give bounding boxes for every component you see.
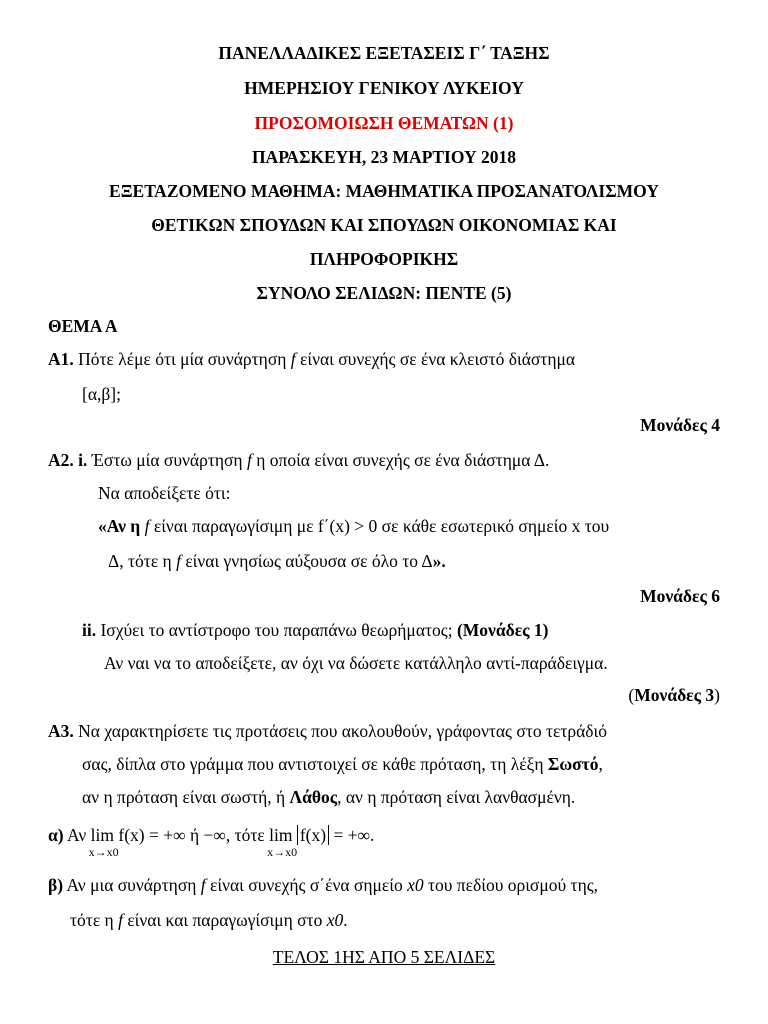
question-a1: Α1. Πότε λέμε ότι μία συνάρτηση f είναι συνεχής σε ένα κλειστό διάστημα (48, 349, 576, 369)
question-a2-prove: Να αποδείξετε ότι: (98, 483, 231, 503)
points-a2-ii: (Μονάδες 3) (628, 685, 720, 705)
limit-2: lim x→x0 (267, 825, 298, 859)
header-line-6: ΘΕΤΙΚΩΝ ΣΠΟΥΔΩΝ ΚΑΙ ΣΠΟΥΔΩΝ ΟΙΚΟΝΟΜΙΑΣ ΚΑΙ (151, 215, 617, 235)
header-line-8: ΣΥΝΟΛΟ ΣΕΛΙΔΩΝ: ΠΕΝΤΕ (5) (256, 283, 512, 303)
header-line-2: ΗΜΕΡΗΣΙΟΥ ΓΕΝΙΚΟΥ ΛΥΚΕΙΟΥ (244, 78, 524, 98)
points-a1: Μονάδες 4 (640, 415, 720, 435)
question-a2-ii: ii. Ισχύει το αντίστροφο του παραπάνω θεωρήματος; (Μονάδες 1) (82, 620, 549, 640)
question-a2: Α2. i. Έστω μία συνάρτηση f η οποία είναι συνεχής σε ένα διάστημα Δ. (48, 450, 550, 470)
question-a3-line-3: αν η πρόταση είναι σωστή, ή Λάθος, αν η πρόταση είναι λανθασμένη. (82, 787, 576, 807)
statement-beta: β) Αν μια συνάρτηση f είναι συνεχής σ΄ένα σημείο x0 του πεδίου ορισμού της, (48, 875, 599, 895)
header-line-7: ΠΛΗΡΟΦΟΡΙΚΗΣ (309, 249, 459, 269)
question-a3-line-2: σας, δίπλα στο γράμμα που αντιστοιχεί σε κάθε πρόταση, τη λέξη Σωστό, (82, 754, 603, 774)
question-a1-cont: [α,β]; (82, 384, 121, 404)
limit-1: lim x→x0 (88, 825, 119, 859)
header-line-5: ΕΞΕΤΑΖΟΜΕΝΟ ΜΑΘΗΜΑ: ΜΑΘΗΜΑΤΙΚΑ ΠΡΟΣΑΝΑΤΟΛΙΣΜΟΥ (109, 181, 659, 201)
question-a2-ii-cont: Αν ναι να το αποδείξετε, αν όχι να δώσετε κατάλληλο αντί-παράδειγμα. (104, 653, 608, 673)
header-line-3: ΠΡΟΣΟΜΟΙΩΣΗ ΘΕΜΑΤΩΝ (1) (254, 113, 514, 133)
statement-beta-cont: τότε η f είναι και παραγωγίσιμη στο x0. (70, 910, 348, 930)
statement-alpha: α) Αν lim x→x0 f(x) = +∞ ή −∞, τότε lim x→x0 f(x) = +∞. (48, 825, 375, 859)
points-a2-i: Μονάδες 6 (640, 586, 720, 606)
question-a3: Α3. Να χαρακτηρίσετε τις προτάσεις που ακολουθούν, γράφοντας στο τετράδιό (48, 721, 607, 741)
theorem-quote-line-1: «Αν η f είναι παραγωγίσιμη με f΄(x) > 0 σε κάθε εσωτερικό σημείο x του (98, 516, 610, 536)
absolute-value: f(x) (297, 825, 329, 845)
theorem-quote-line-2: Δ, τότε η f είναι γνησίως αύξουσα σε όλο το Δ». (108, 551, 446, 571)
section-title: ΘΕΜΑ Α (48, 316, 118, 336)
page-footer: ΤΕΛΟΣ 1ΗΣ ΑΠΟ 5 ΣΕΛΙΔΕΣ (272, 947, 496, 967)
header-line-1: ΠΑΝΕΛΛΑΔΙΚΕΣ ΕΞΕΤΑΣΕΙΣ Γ΄ ΤΑΞΗΣ (218, 43, 550, 63)
header-line-4: ΠΑΡΑΣΚΕΥΗ, 23 ΜΑΡΤΙΟΥ 2018 (251, 147, 517, 167)
